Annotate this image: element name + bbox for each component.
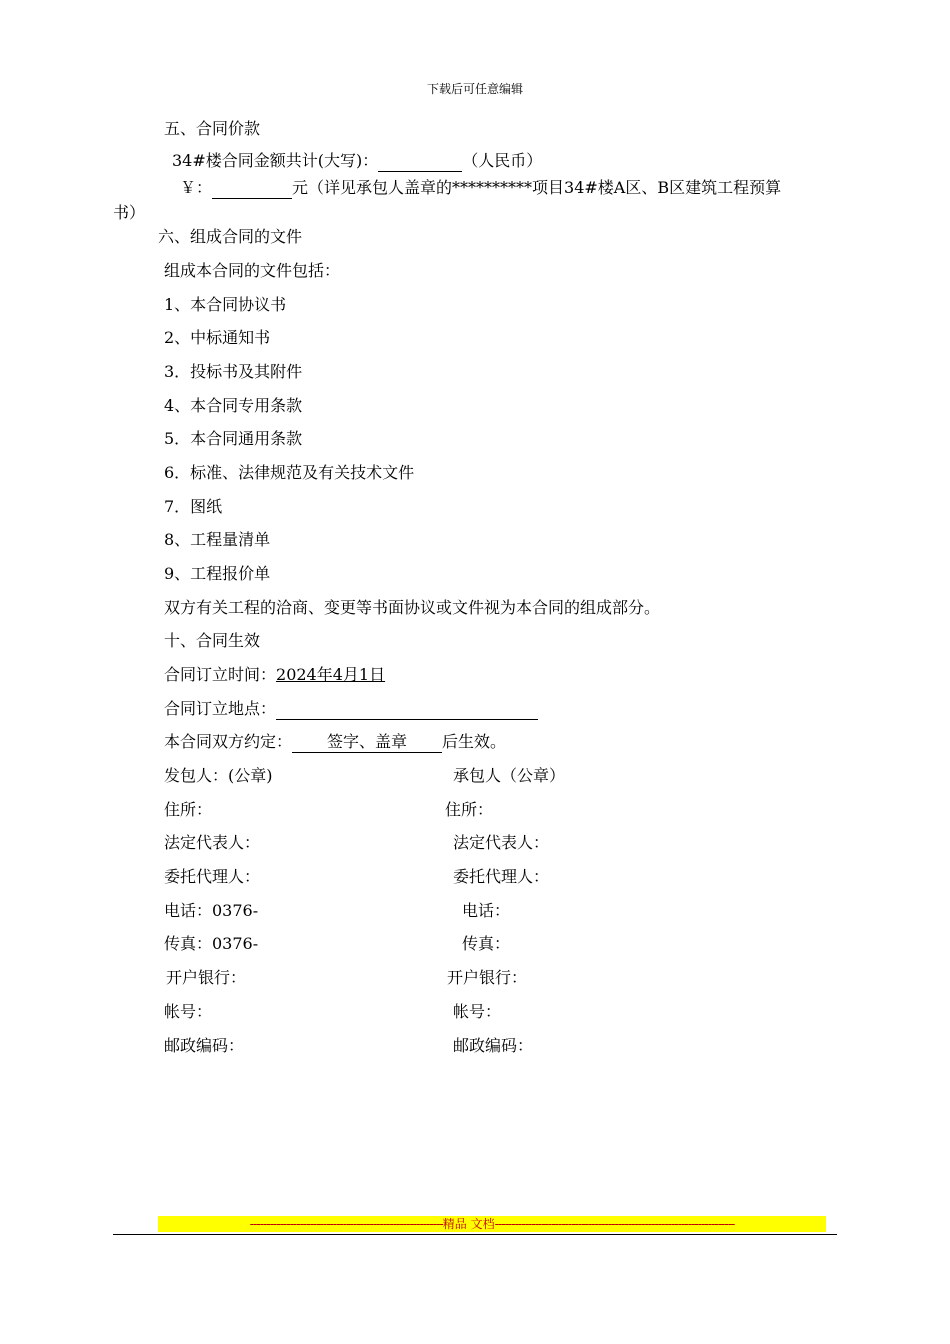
agreement-label: 本合同双方约定： xyxy=(164,732,293,751)
amount-label: 34#楼合同金额共计(大写)： xyxy=(172,151,379,170)
footer-right-dashes: ------------------------------------------------------------------------ xyxy=(494,1217,735,1231)
contractor-account: 帐号： xyxy=(453,1002,502,1021)
agreement-suffix: 后生效。 xyxy=(442,732,507,751)
employer-bank: 开户银行： xyxy=(166,968,247,987)
contractor-agent: 委托代理人： xyxy=(453,867,550,886)
yen-suffix: 元（详见承包人盖章的**********项目34#楼A区、B区建筑工程预算 xyxy=(292,178,782,197)
amount-line xyxy=(172,150,542,172)
list-item: 6．标准、法律规范及有关技术文件 xyxy=(164,463,415,482)
footer-rule xyxy=(113,1234,837,1235)
contractor-seal: 承包人（公章） xyxy=(453,766,566,785)
employer-address: 住所： xyxy=(164,800,213,819)
employer-agent: 委托代理人： xyxy=(164,867,261,886)
amount-blank xyxy=(378,153,462,172)
section6-closing: 双方有关工程的洽商、变更等书面协议或文件视为本合同的组成部分。 xyxy=(164,598,661,617)
contractor-fax: 传真： xyxy=(462,934,511,953)
footer-label: 精品 文档 xyxy=(442,1217,495,1231)
yen-blank xyxy=(212,180,292,199)
employer-fax: 传真：0376- xyxy=(164,934,259,953)
yen-line xyxy=(180,177,781,199)
yen-label: ￥： xyxy=(180,178,213,197)
contractor-bank: 开户银行： xyxy=(447,968,528,987)
section10-title: 十、合同生效 xyxy=(164,631,261,650)
contractor-phone: 电话： xyxy=(462,901,511,920)
employer-account: 帐号： xyxy=(164,1002,213,1021)
list-item: 5．本合同通用条款 xyxy=(164,429,303,448)
employer-legal-rep: 法定代表人： xyxy=(164,833,261,852)
list-item: 9、工程报价单 xyxy=(164,564,271,583)
list-item: 8、工程量清单 xyxy=(164,530,271,549)
agreement-line xyxy=(164,731,506,753)
list-item: 1、本合同协议书 xyxy=(164,295,287,314)
amount-suffix: （人民币） xyxy=(462,151,543,170)
list-item: 2、中标通知书 xyxy=(164,328,271,347)
contractor-postcode: 邮政编码： xyxy=(453,1036,534,1055)
footer-left-dashes: ---------------------------------------------------------- xyxy=(249,1217,443,1231)
contract-time-line xyxy=(164,664,385,686)
list-item: 3．投标书及其附件 xyxy=(164,362,303,381)
contract-place-blank xyxy=(276,701,538,720)
footer-banner xyxy=(158,1216,826,1232)
contractor-legal-rep: 法定代表人： xyxy=(453,833,550,852)
employer-seal: 发包人：(公章) xyxy=(164,766,273,785)
contract-place-line xyxy=(164,698,538,720)
contractor-address: 住所： xyxy=(445,800,494,819)
contract-time-value: 2024年4月1日 xyxy=(276,665,386,684)
section6-intro: 组成本合同的文件包括： xyxy=(164,261,341,280)
contract-place-label: 合同订立地点： xyxy=(164,699,277,718)
section5-title: 五、合同价款 xyxy=(164,119,261,138)
list-item: 7．图纸 xyxy=(164,497,223,516)
yen-line-wrap: 书） xyxy=(113,203,146,222)
agreement-value: 签字、盖章 xyxy=(292,731,442,753)
employer-postcode: 邮政编码： xyxy=(164,1036,245,1055)
employer-phone: 电话：0376- xyxy=(164,901,259,920)
list-item: 4、本合同专用条款 xyxy=(164,396,303,415)
page-header: 下载后可任意编辑 xyxy=(426,82,523,96)
section6-title: 六、组成合同的文件 xyxy=(158,227,303,246)
contract-time-label: 合同订立时间： xyxy=(164,665,277,684)
